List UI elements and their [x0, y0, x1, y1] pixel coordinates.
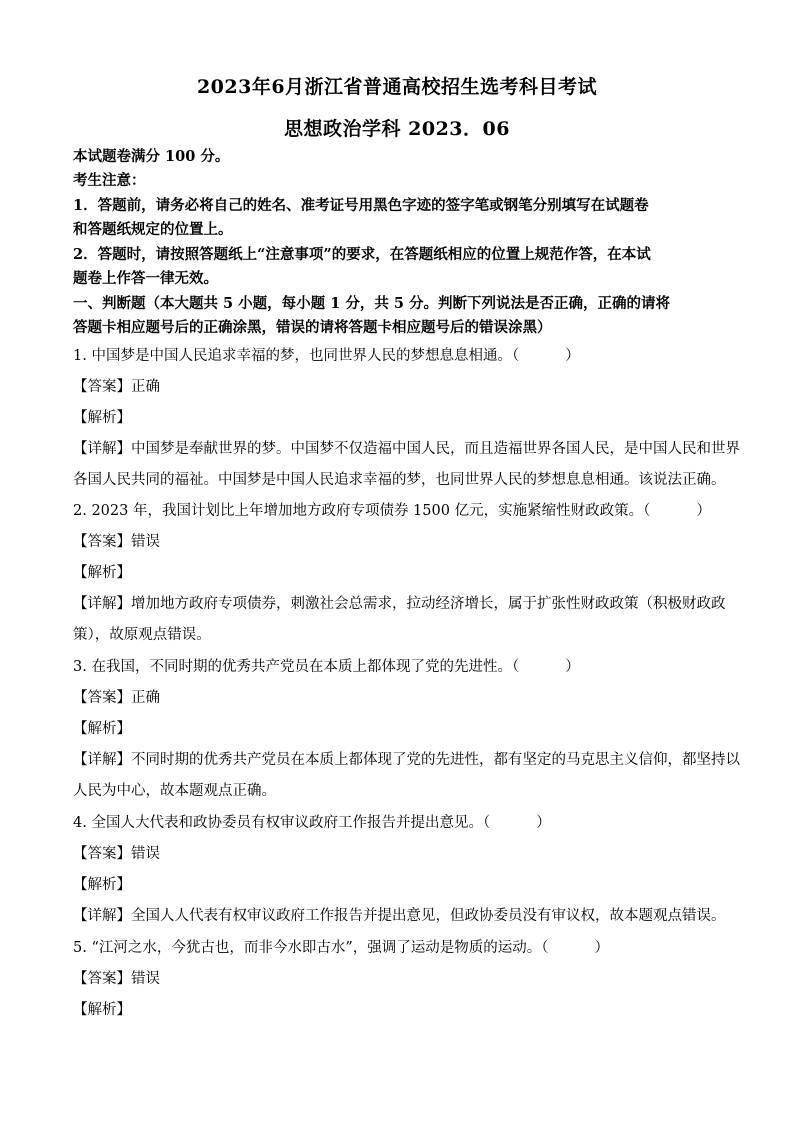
- question-5-answer: 【答案】错误: [73, 971, 160, 987]
- question-3-answer: 【答案】正确: [73, 690, 160, 706]
- question-2-analysis: 【解析】: [73, 565, 131, 581]
- notice-2-line2: 题卷上作答一律无效。: [73, 270, 218, 287]
- question-2-answer: 【答案】错误: [73, 534, 160, 550]
- exam-title: 2023年6月浙江省普通高校招生选考科目考试: [196, 76, 598, 98]
- question-4-stem: 4. 全国人大代表和政协委员有权审议政府工作报告并提出意见。（ ）: [73, 815, 551, 831]
- exam-subtitle: 思想政治学科 2023．06: [284, 118, 510, 140]
- question-4-detail-line1: 【详解】全国人人代表有权审议政府工作报告并提出意见，但政协委员没有审议权，故本题观点错误。: [73, 908, 726, 924]
- notice-title: 考生注意：: [73, 172, 146, 189]
- question-2-detail-line1: 【详解】增加地方政府专项债券，刺激社会总需求，拉动经济增长，属于扩张性财政政策（积极财政政: [73, 596, 726, 612]
- question-4-analysis: 【解析】: [73, 877, 131, 893]
- question-3-stem: 3. 在我国，不同时期的优秀共产党员在本质上都体现了党的先进性。（ ）: [73, 659, 580, 675]
- full-score-note: 本试题卷满分 100 分。: [73, 148, 230, 165]
- question-4-answer: 【答案】错误: [73, 846, 160, 862]
- question-1-analysis: 【解析】: [73, 410, 131, 426]
- question-2-detail-line2: 策），故原观点错误。: [73, 627, 211, 643]
- question-3-analysis: 【解析】: [73, 721, 131, 737]
- question-2-stem: 2. 2023 年，我国计划比上年增加地方政府专项债券 1500 亿元，实施紧缩性财政政策。（ ）: [73, 503, 711, 519]
- section-heading-line1: 一、判断题（本大题共 5 小题，每小题 1 分，共 5 分。判断下列说法是否正确，正确的请将: [73, 295, 671, 312]
- question-5-stem: 5. “江河之水，今犹古也，而非今水即古水”，强调了运动是物质的运动。（ ）: [73, 940, 610, 956]
- question-1-detail-line1: 【详解】中国梦是奉献世界的梦。中国梦不仅造福中国人民，而且造福世界各国人民，是中国人民和世界: [73, 441, 740, 457]
- question-1-answer: 【答案】正确: [73, 379, 160, 395]
- section-heading-line2: 答题卡相应题号后的正确涂黑，错误的请将答题卡相应题号后的错误涂黑）: [73, 319, 552, 336]
- question-3-detail-line1: 【详解】不同时期的优秀共产党员在本质上都体现了党的先进性，都有坚定的马克思主义信仰，都坚持以: [73, 752, 740, 768]
- question-5-analysis: 【解析】: [73, 1002, 131, 1018]
- notice-1-line1: 1．答题前，请务必将自己的姓名、准考证号用黑色字迹的签字笔或钢笔分别填写在试题卷: [73, 197, 649, 214]
- question-3-detail-line2: 人民为中心，故本题观点正确。: [73, 783, 276, 799]
- question-1-detail-line2: 各国人民共同的福祉。中国梦是中国人民追求幸福的梦，也同世界人民的梦想息息相通。该说法正确。: [73, 472, 726, 488]
- question-1-stem: 1. 中国梦是中国人民追求幸福的梦，也同世界人民的梦想息息相通。（ ）: [73, 348, 580, 364]
- notice-2-line1: 2．答题时，请按照答题纸上“注意事项”的要求，在答题纸相应的位置上规范作答，在本试: [73, 246, 651, 263]
- notice-1-line2: 和答题纸规定的位置上。: [73, 221, 233, 238]
